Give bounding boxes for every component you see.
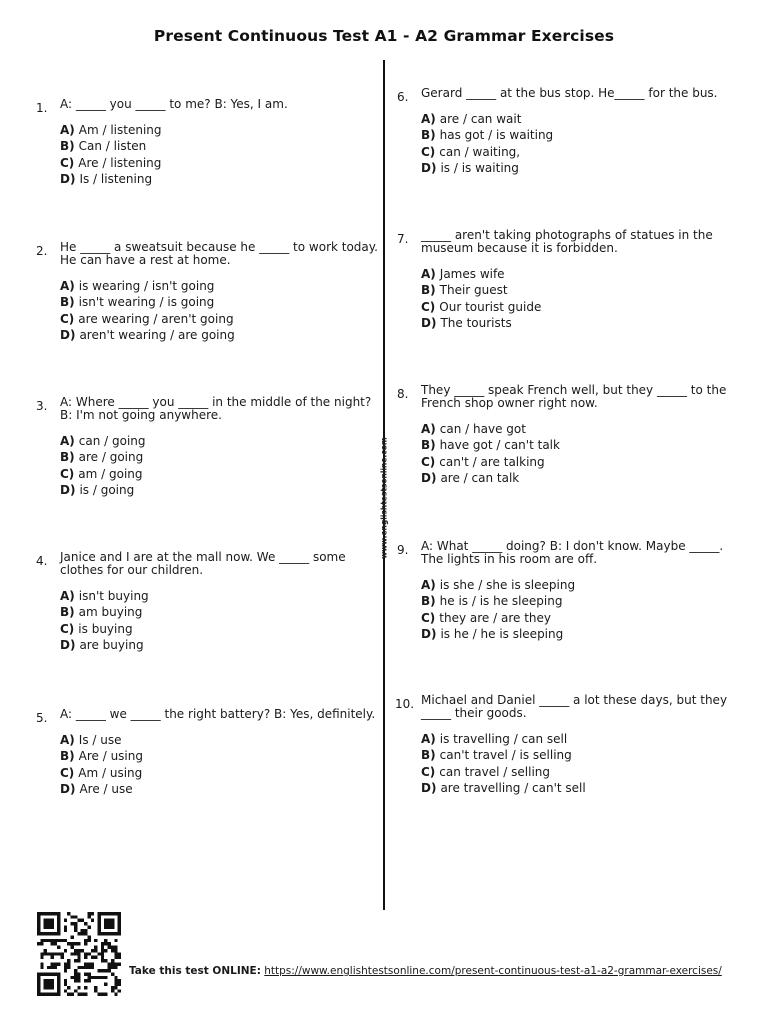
answer-option-c[interactable] [60,311,378,327]
option-letter: B) [60,605,75,620]
question-number: 9. [397,543,409,557]
option-text: are / going [78,450,144,465]
option-letter: D) [421,780,437,795]
watermark-text: www.englishtestsonline.com [379,437,389,559]
option-text: is wearing / isn't going [78,279,215,293]
question-number: 6. [397,90,409,104]
answer-option-b[interactable] [60,294,378,310]
answer-option-d[interactable] [421,780,727,796]
option-text: is travelling / can sell [439,732,568,746]
option-text: Our tourist guide [439,299,542,314]
option-text: Is / use [78,733,122,747]
option-letter: A) [60,589,75,603]
answer-options [60,122,288,187]
question-text: A: What _____ doing? B: I don't know. Maybe _____. The lights in his room are off. [421,539,724,566]
question-number: 1. [36,101,48,115]
answer-option-b[interactable] [421,127,717,143]
answer-option-c[interactable] [421,764,727,780]
question-8 [397,383,727,486]
option-letter: C) [421,454,436,469]
answer-option-d[interactable] [421,626,723,642]
option-letter: B) [421,748,436,763]
answer-options [60,433,371,498]
answer-option-d[interactable] [60,327,378,343]
option-text: Are / listening [78,155,162,170]
option-letter: A) [421,422,436,436]
footer-label: Take this test ONLINE: [129,965,261,977]
page-title: Present Continuous Test A1 - A2 Grammar Exercises [153,27,615,45]
option-text: is buying [78,621,133,636]
option-text: he is / is he sleeping [439,594,563,609]
option-letter: B) [60,295,75,310]
option-text: is / going [79,482,135,497]
answer-options [60,732,375,797]
option-letter: B) [421,283,436,298]
option-letter: B) [60,450,75,465]
answer-option-a[interactable] [421,266,713,282]
answer-option-a[interactable] [421,111,717,127]
question-text: He _____ a sweatsuit because he _____ to work today. He can have a rest at home. [60,240,378,267]
option-text: isn't buying [78,589,149,603]
question-4 [36,550,346,653]
question-2 [36,240,378,343]
answer-option-c[interactable] [60,466,371,482]
option-text: Am / listening [78,123,162,137]
question-3 [36,395,372,498]
option-text: is he / he is sleeping [440,626,564,641]
question-number: 10. [395,697,415,711]
option-text: can't travel / is selling [439,748,572,763]
option-text: The tourists [440,315,512,330]
answer-options [421,577,723,642]
answer-option-d[interactable] [60,482,371,498]
answer-option-a[interactable] [60,278,378,294]
vertical-watermark [376,437,392,559]
option-letter: A) [421,267,436,281]
option-letter: D) [60,637,76,652]
test-online-link[interactable]: https://www.englishtestsonline.com/present-continuous-test-a1-a2-grammar-exercises/ [264,965,722,977]
answer-option-a[interactable] [421,731,727,747]
footer-text [129,965,729,977]
option-letter: D) [60,482,76,497]
option-text: can / going [78,434,146,448]
option-letter: C) [421,144,436,159]
option-text: are travelling / can't sell [440,780,586,795]
question-text: Janice and I are at the mall now. We _____ some clothes for our children. [60,550,346,577]
option-text: has got / is waiting [439,128,554,143]
option-letter: C) [421,610,436,625]
option-letter: B) [421,594,436,609]
answer-option-a[interactable] [421,421,726,437]
question-1 [36,97,288,187]
option-text: aren't wearing / are going [79,327,235,342]
question-9 [397,539,724,642]
option-text: isn't wearing / is going [78,295,215,310]
answer-option-b[interactable] [421,747,727,763]
answer-option-c[interactable] [421,454,726,470]
option-text: are buying [79,637,144,652]
option-text: Their guest [439,283,508,298]
option-letter: D) [60,171,76,186]
option-letter: C) [60,466,75,481]
answer-options [421,421,726,486]
option-letter: C) [60,155,75,170]
option-letter: A) [60,279,75,293]
option-letter: D) [421,470,437,485]
question-text: Gerard _____ at the bus stop. He_____ for the bus. [421,86,718,100]
answer-options [421,731,727,796]
option-text: can / have got [439,422,526,436]
answer-options [421,266,713,331]
option-letter: D) [60,327,76,342]
option-text: Am / using [78,765,143,780]
answer-option-b[interactable] [421,282,713,298]
option-letter: A) [421,112,436,126]
option-text: is she / she is sleeping [439,578,576,592]
question-number: 7. [397,232,409,246]
answer-option-d[interactable] [60,171,288,187]
question-text: They _____ speak French well, but they _____ to the French shop owner right now. [421,383,727,410]
option-text: James wife [439,267,505,281]
option-text: Are / use [79,781,133,796]
option-letter: A) [60,434,75,448]
answer-option-c[interactable] [421,144,717,160]
option-text: are / can talk [440,470,520,485]
question-number: 8. [397,387,409,401]
answer-option-d[interactable] [60,637,346,653]
question-text: _____ aren't taking photographs of statues in the museum because it is forbidden. [421,228,713,255]
question-text: A: _____ you _____ to me? B: Yes, I am. [60,97,288,111]
option-letter: D) [421,626,437,641]
option-text: is / is waiting [440,160,519,175]
option-letter: C) [421,764,436,779]
option-text: are / can wait [439,112,522,126]
option-letter: B) [421,438,436,453]
answer-options [60,278,378,343]
option-text: are wearing / aren't going [78,311,234,326]
answer-option-d[interactable] [421,315,713,331]
option-letter: A) [421,578,436,592]
answer-option-d[interactable] [421,470,726,486]
question-text: A: Where _____ you _____ in the middle of the night? B: I'm not going anywhere. [60,395,372,422]
answer-option-a[interactable] [60,122,288,138]
option-text: am / going [78,466,143,481]
option-letter: B) [60,139,75,154]
option-letter: B) [421,128,436,143]
question-number: 2. [36,244,48,258]
answer-option-b[interactable] [60,748,375,764]
option-text: Is / listening [79,171,153,186]
answer-option-c[interactable] [60,621,346,637]
answer-option-b[interactable] [60,604,346,620]
answer-option-b[interactable] [421,593,723,609]
answer-option-b[interactable] [421,437,726,453]
answer-option-c[interactable] [60,765,375,781]
question-6 [397,86,718,176]
answer-option-a[interactable] [421,577,723,593]
footer [34,912,734,1002]
option-letter: D) [421,315,437,330]
question-number: 3. [36,399,48,413]
answer-options [421,111,717,176]
option-text: Are / using [78,749,143,764]
answer-option-a[interactable] [60,588,346,604]
option-letter: B) [60,749,75,764]
option-letter: C) [60,765,75,780]
option-text: can / waiting, [439,144,521,159]
question-7 [397,228,713,331]
option-text: am buying [78,605,143,620]
answer-option-a[interactable] [60,732,375,748]
option-text: can travel / selling [439,764,551,779]
option-letter: A) [421,732,436,746]
question-number: 5. [36,711,48,725]
answer-option-d[interactable] [421,160,717,176]
question-text: A: _____ we _____ the right battery? B: Yes, definitely. [60,707,376,721]
option-text: can't / are talking [439,454,545,469]
answer-option-b[interactable] [60,449,371,465]
answer-option-a[interactable] [60,433,371,449]
option-letter: A) [60,733,75,747]
qr-code-icon[interactable] [34,912,124,996]
option-letter: C) [60,621,75,636]
option-letter: D) [60,781,76,796]
question-10 [395,693,728,796]
option-letter: C) [421,299,436,314]
option-letter: D) [421,160,437,175]
question-text: Michael and Daniel _____ a lot these days, but they _____ their goods. [421,693,728,720]
answer-option-c[interactable] [421,610,723,626]
question-number: 4. [36,554,48,568]
answer-option-c[interactable] [421,299,713,315]
option-text: they are / are they [439,610,551,625]
option-text: have got / can't talk [439,438,560,453]
option-text: Can / listen [78,139,147,154]
answer-option-c[interactable] [60,155,288,171]
answer-option-d[interactable] [60,781,375,797]
question-5 [36,707,376,797]
answer-option-b[interactable] [60,138,288,154]
option-letter: C) [60,311,75,326]
option-letter: A) [60,123,75,137]
answer-options [60,588,346,653]
